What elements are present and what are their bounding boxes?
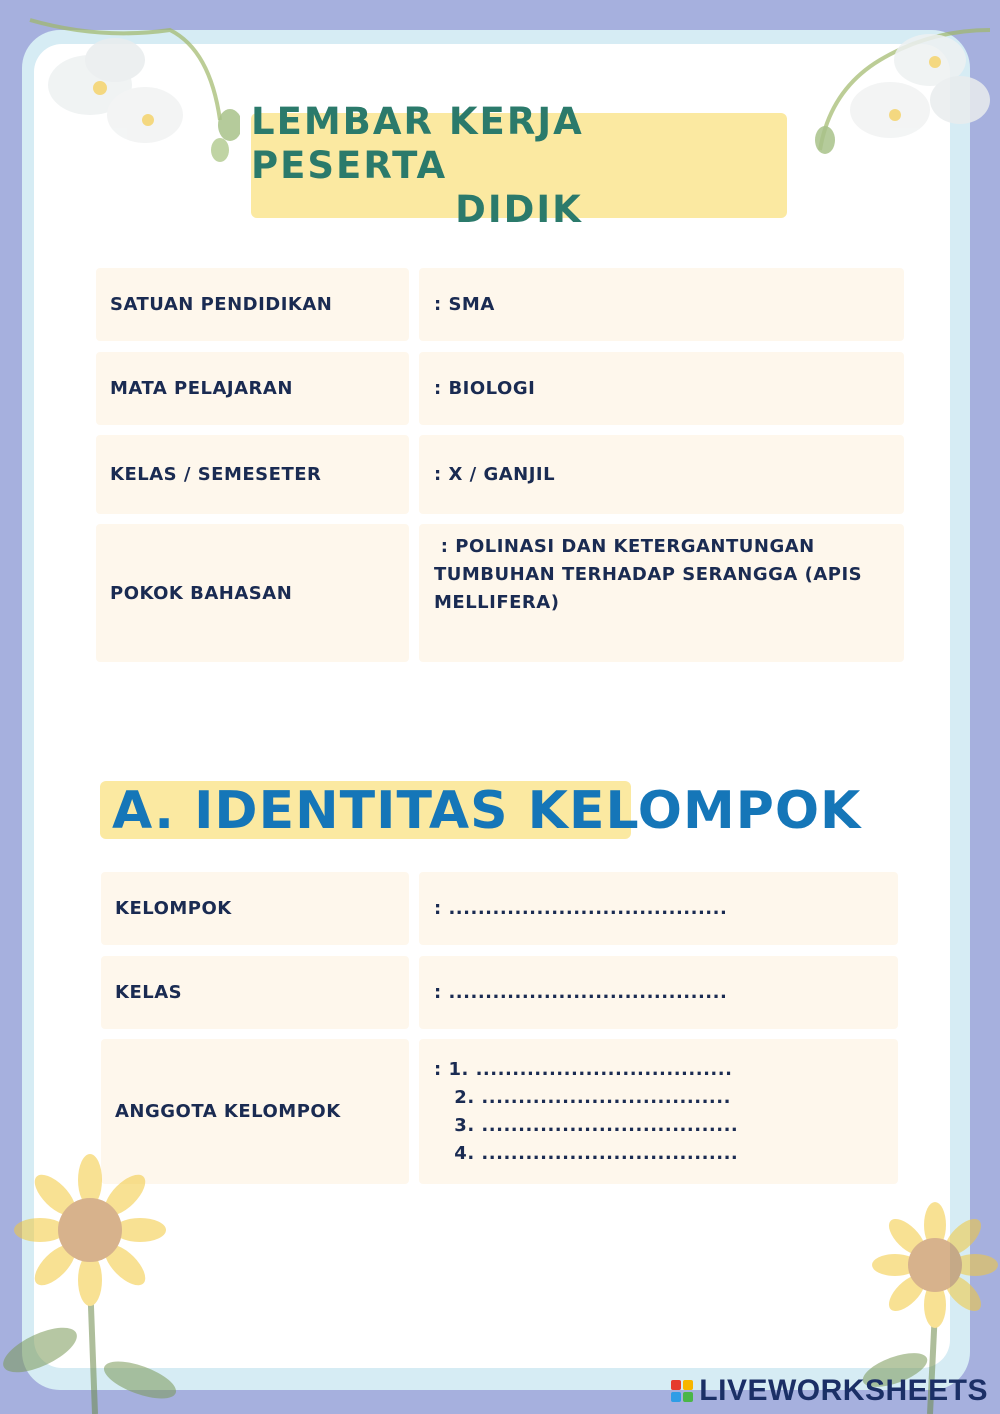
info-label-satuan: SATUAN PENDIDIKAN: [96, 268, 409, 341]
worksheet-title: [251, 99, 787, 231]
member-list: [434, 1056, 738, 1168]
watermark-text: LIVEWORKSHEETS: [699, 1374, 988, 1407]
orchid-decoration-right: [790, 0, 1000, 180]
member-line-3[interactable]: 3. ...................................: [434, 1114, 739, 1136]
member-line-1[interactable]: : 1. ...................................: [434, 1058, 733, 1080]
section-title-identitas: A. IDENTITAS KELOMPOK: [112, 781, 862, 841]
group-label-kelompok: KELOMPOK: [101, 872, 409, 945]
group-value-kelas[interactable]: : ......................................: [419, 956, 898, 1029]
info-label-kelas: KELAS / SEMESETER: [96, 435, 409, 514]
group-label-anggota: ANGGOTA KELOMPOK: [101, 1039, 409, 1184]
info-label-pokok: POKOK BAHASAN: [96, 524, 409, 662]
group-value-kelompok[interactable]: : ......................................: [419, 872, 898, 945]
group-label-kelas: KELAS: [101, 956, 409, 1029]
liveworksheets-watermark[interactable]: [671, 1374, 988, 1408]
info-value-kelas: : X / GANJIL: [419, 435, 904, 514]
info-value-satuan: : SMA: [419, 268, 904, 341]
title-line-1: LEMBAR KERJA PESERTA: [251, 99, 584, 187]
info-label-mapel: MATA PELAJARAN: [96, 352, 409, 425]
group-value-anggota[interactable]: [419, 1039, 898, 1184]
orchid-decoration-left: [20, 0, 240, 190]
sunflower-decoration-left: [0, 1150, 190, 1414]
member-line-4[interactable]: 4. ...................................: [434, 1142, 739, 1164]
member-line-2[interactable]: 2. ..................................: [434, 1086, 731, 1108]
info-value-mapel: : BIOLOGI: [419, 352, 904, 425]
liveworksheets-logo-icon: [671, 1380, 693, 1402]
info-value-pokok: : POLINASI DAN KETERGANTUNGAN TUMBUHAN TERHADAP SERANGGA (APIS MELLIFERA): [419, 524, 904, 662]
title-line-2: DIDIK: [455, 187, 583, 231]
